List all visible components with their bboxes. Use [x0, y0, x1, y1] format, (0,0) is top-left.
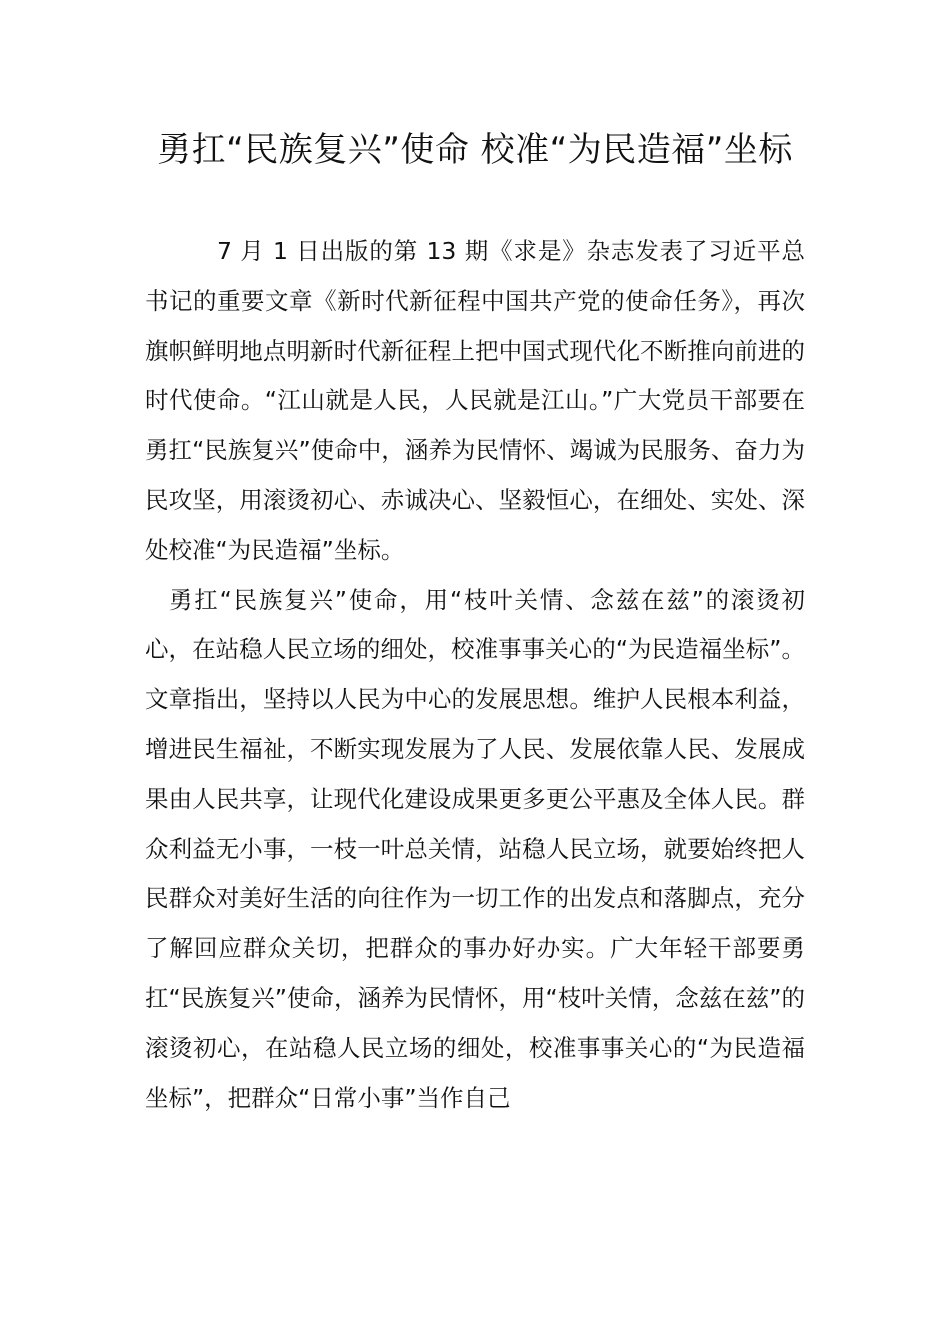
document-title: 勇扛“民族复兴”使命 校准“为民造福”坐标	[157, 130, 793, 170]
paragraph: 7 月 1 日出版的第 13 期《求是》杂志发表了习近平总书记的重要文章《新时代新征程中国共产党的使命任务》，再次旗帜鲜明地点明新时代新征程上把中国式现代化不断推向前进的时代使命。“江山就是人民，人民就是江山。”广大党员干部要在勇扛“民族复兴”使命中，涵养为民情怀、竭诚为民服务、奋力为民攻坚，用滚烫初心、赤诚决心、坚毅恒心，在细处、实处、深处校准“为民造福”坐标。	[145, 237, 805, 564]
paragraph: 勇扛“民族复兴”使命，用“枝叶关情、念兹在兹”的滚烫初心，在站稳人民立场的细处，校准事事关心的“为民造福坐标”。文章指出，坚持以人民为中心的发展思想。维护人民根本利益，增进民生福祉，不断实现发展为了人民、发展依靠人民、发展成果由人民共享，让现代化建设成果更多更公平惠及全体人民。群众利益无小事，一枝一叶总关情，站稳人民立场，就要始终把人民群众对美好生活的向往作为一切工作的出发点和落脚点，充分了解回应群众关切，把群众的事办好办实。广大年轻干部要勇扛“民族复兴”使命，涵养为民情怀，用“枝叶关情，念兹在兹”的滚烫初心，在站稳人民立场的细处，校准事事关心的“为民造福坐标”，把群众“日常小事”当作自己	[145, 585, 805, 1112]
document-body	[145, 227, 805, 1123]
